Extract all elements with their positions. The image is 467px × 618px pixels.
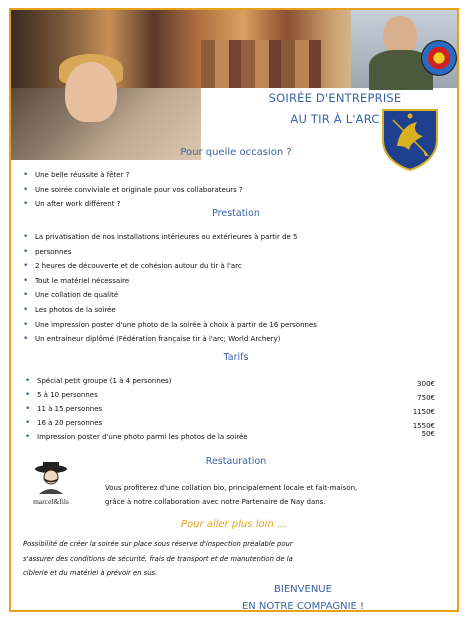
tarif-price: 300€ [417,380,435,388]
marcel-fils-logo [25,460,77,508]
welcome-line-1: BIENVENUE [274,584,332,595]
welcome-line-2: EN NOTRE COMPAGNIE ! [241,601,365,612]
photo-helmets [201,40,321,88]
tarif-label: 5 à 10 personnes [37,391,98,399]
tarifs-heading: Tarifs [223,352,249,363]
plus-loin-line: Possibilité de créer la soirée sur place sous réserve d'inspection préalable pour [23,540,293,548]
child-face [65,62,117,122]
list-item: • Un after work différent ? [21,197,361,212]
list-item: • Une soirée conviviale et originale pour vos collaborateurs ? [21,183,361,198]
tarif-label: Spécial petit groupe (1 à 4 personnes) [37,377,172,385]
prestation-list [21,230,441,347]
tarif-price: 1150€ [412,408,435,416]
flyer: SOIRÉE D'ENTREPRISE AU TIR À L'ARC Pour quelle occasion ? • Une belle réussite à fêter ? • Une soirée conviviale et originale pour vos collaborateurs ? • Un after work différent ? Prestation • La privatisation de nos installations intérieures ou extérieures à partir de 5 • personnes • 2 heures de découverte et de cohésion autour du tir à l'arc • Tout le matériel nécessaire • Une collation de qualité • Les photos de la soirée • Une impression poster d'une photo de la soirée à choix à partir de 16 personnes • Un entraineur diplômé (Fédération française tir à l'arc; World Archery) Tarifs • Spécial petit groupe (1 à 4 personnes) 300€ • 5 à 10 personnes 750€ • 11 à 15 personnes 1150€ • 16 à 20 personnes 1550€ • Impression poster d'une photo parmi les photos de la soirée 50€ Restauration marcel&fils Vous profiterez d'une collation bio, principalement locale et fait-maison, grâce à notre collaboration avec notre Partenaire de Nay dans. Pour aller plus loin … Possibilité de créer la soirée sur place sous réserve d'inspection préalable pour s'assurer des conditions de sécurité, frais de transport et de manutention de la ciblerie et du matériel à prévoir en sus. BIENVENUE EN NOTRE COMPAGNIE ! [9,8,459,612]
tarif-label: Impression poster d'une photo parmi les photos de la soirée [37,433,248,441]
list-item: • Une collation de qualité [21,288,441,303]
restauration-heading: Restauration [205,456,267,467]
list-item: • Un entraineur diplômé (Fédération française tir à l'arc; World Archery) [21,332,441,347]
list-item [21,245,441,260]
club-crest-logo [379,106,441,172]
title-line-1: SOIRÉE D'ENTREPRISE [268,91,402,105]
plus-loin-line: ciblerie et du matériel à prévoir en sus. [23,569,158,577]
tarif-label: 16 à 20 personnes [37,419,103,427]
tarif-price: 750€ [417,394,435,402]
restauration-line: Vous profiterez d'une collation bio, principalement locale et fait-maison, [105,484,358,492]
occasion-list [21,168,361,212]
title-line-2: AU TIR À L'ARC [290,112,380,126]
archery-target-icon [421,40,457,76]
tarif-price: 1550€ [412,422,435,430]
svg-text:marcel&fils: marcel&fils [33,497,69,506]
list-item: • Tout le matériel nécessaire [21,274,441,289]
prestation-heading: Prestation [212,208,260,219]
list-item-continuation: personnes [35,247,72,256]
list-item: • Les photos de la soirée [21,303,441,318]
tarif-label: 11 à 15 personnes [37,405,103,413]
list-item: • Une impression poster d'une photo de la soirée à choix à partir de 16 personnes [21,318,441,333]
plus-loin-heading: Pour aller plus loin … [181,519,287,530]
restauration-text [105,481,453,509]
occasion-heading: Pour quelle occasion ? [180,147,292,158]
welcome-message [231,581,375,612]
list-item: • 2 heures de découverte et de cohésion autour du tir à l'arc [21,259,441,274]
tarif-price: 50€ [421,430,435,438]
restauration-line: grâce à notre collaboration avec notre Partenaire de Nay dans. [105,498,326,506]
plus-loin-text [23,537,438,581]
list-item: • La privatisation de nos installations intérieures ou extérieures à partir de 5 [21,230,441,245]
plus-loin-line: s'assurer des conditions de sécurité, frais de transport et de manutention de la [23,554,293,563]
list-item: • Une belle réussite à fêter ? [21,168,361,183]
